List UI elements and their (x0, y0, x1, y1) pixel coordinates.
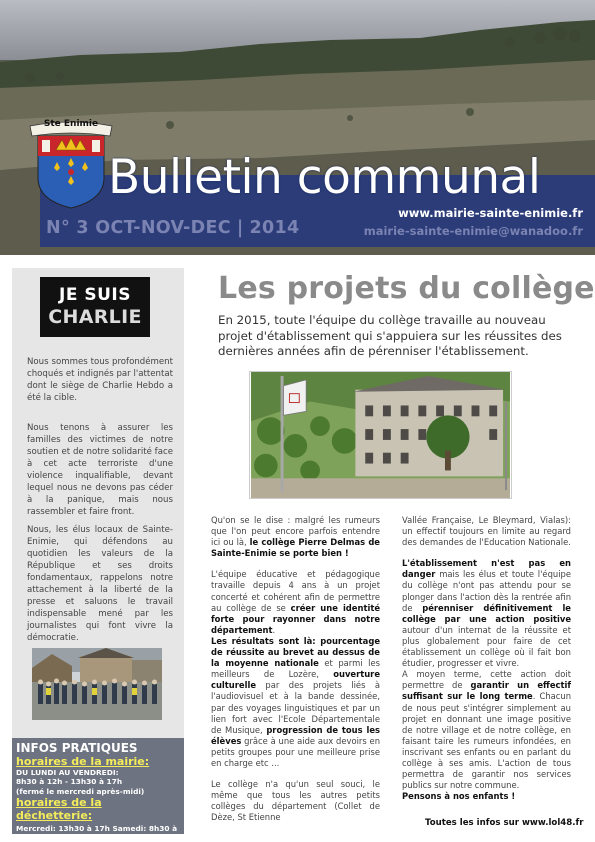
text-run: grâce à une aide aux devoirs en petits groupes pour une meilleure prise en charge etc ... (211, 735, 380, 768)
sidebar-paragraph: Nous sommes tous profondément choqués et indignés par l'attentat dont le siège de Charlie Hebdo a été la cible. (27, 357, 173, 403)
sidebar-paragraph: Nous tenons à assurer les familles des victimes de notre soutien et de notre solidarité face à cet acte terroriste d'une violence inqualifiable, devant lequel nous ne devons pas céder à la panique, mais nous rassembler et faire front. (27, 423, 173, 517)
separator: | (236, 218, 244, 238)
article-title: Les projets du collège (218, 271, 595, 306)
sidebar (12, 268, 184, 738)
article-paragraph: Vallée Française, Le Bleymard, Vialas): un effectif toujours en limite au regard des demandes de l'Education Nationale. (402, 515, 571, 548)
issue-number: N° 3 (46, 218, 89, 238)
mairie-days: DU LUNDI AU VENDREDI: (16, 768, 119, 777)
text-run: . (272, 624, 276, 635)
text-run-bold: progression de tous les élèves (211, 724, 380, 746)
article-paragraph (402, 669, 571, 802)
article-paragraph (211, 569, 380, 636)
charlie-line1: JE SUIS (59, 285, 131, 305)
coat-of-arms-icon (26, 120, 116, 210)
footer-website-link[interactable]: Toutes les infos sur www.lol48.fr (425, 818, 584, 828)
infos-heading: INFOS PRATIQUES (16, 741, 138, 755)
text-run-bold: ouverture culturelle (211, 669, 380, 691)
article-paragraph (211, 515, 380, 559)
text-run-bold: Les résultats sont là: pourcentage de réussite au brevet au dessus de la moyenne nationale (211, 635, 380, 669)
college-photo (249, 371, 512, 499)
issue-line (46, 218, 299, 238)
mairie-note: (fermé le mercredi après-midi) (16, 786, 145, 796)
mairie-hours-title: horaires de la mairie: (16, 755, 150, 768)
article-paragraph (402, 558, 571, 669)
text-run: autour d'un internat de la réussite et plus globalement pour faire de cet établissement un collège où il fait bon étudier, progresser et vivre. (402, 624, 571, 669)
text-run: par des projets liés à l'audiovisuel et à la bande dessinée, par des voyages linguistiques et par un lien fort avec l'Ecole Départementale de Musique, (211, 680, 380, 735)
text-run-bold: garantir un effectif suffisant sur le long terme (402, 680, 571, 702)
article-paragraph: Le collège n'a qu'un seul souci, le même que tous les autres petits collèges du département (Collet de Dèze, St Etienne (211, 779, 380, 823)
bulletin-title: Bulletin communal (108, 150, 541, 205)
website-link[interactable]: www.mairie-sainte-enimie.fr (398, 206, 583, 220)
crest-label: Ste Enimie (43, 119, 99, 129)
issue-year: 2014 (249, 218, 300, 238)
article-lead: En 2015, toute l'équipe du collège travaille au nouveau projet d'établissement qui s'appuiera sur les réussites des dernières années afin de pérenniser l'établissement. (218, 313, 562, 359)
text-run: mais les élus et toute l'équipe du collège n'ont pas attendu pour se plonger dans l'action dès la rentrée afin de (402, 569, 571, 613)
infos-pratiques-box (12, 738, 184, 842)
text-run-bold: L'établissement n'est pas en danger (402, 558, 571, 580)
issue-period: OCT-NOV-DEC (95, 218, 231, 238)
text-run: A moyen terme, cette action doit permettre de (402, 669, 571, 691)
text-run-bold: créer une identité forte pour rayonner dans notre département (211, 602, 381, 635)
article-paragraph (211, 636, 380, 769)
mairie-hours: 8h30 à 12h - 13h30 à 17h (16, 777, 123, 787)
text-run-bold: le collège Pierre Delmas de Sainte-Enimie se porte bien ! (211, 537, 380, 559)
text-run-bold: Pensons à nos enfants ! (402, 791, 516, 802)
header-banner (0, 0, 595, 255)
decheterie-hours: Mercredi: 13h30 à 17h Samedi: 8h30 à 12h (16, 824, 178, 842)
sidebar-paragraph: Nous, les élus locaux de Sainte-Enimie, qui défendons au quotidien les valeurs de la République et ses droits fondamentaux, rappelons notre attachement à la liberté de la presse et saluons le travail indispensable mené par les journalistes qui font vivre la démocratie. (27, 525, 173, 643)
article-column-right (402, 515, 571, 812)
text-run-bold: pérenniser définitivement le collège par une action positive (402, 602, 571, 624)
text-run: L'équipe éducative et pédagogique travaille depuis 4 ans à un projet concerté et cohérent afin de permettre au collège de se (211, 569, 380, 613)
charlie-line2: CHARLIE (48, 306, 142, 328)
text-run: . Chacun de nous peut s'intégrer simplement au projet en donnant une image positive de notre village et de notre collège, en faisant taire les rumeurs infondées, en inscrivant ses enfants ou en parlant du collège à ses amis. L'action de tous permettra de garantir nos services publics sur notre commune. (402, 691, 572, 791)
gathering-photo (32, 648, 162, 720)
article-column-left (211, 515, 380, 833)
email-link[interactable]: mairie-sainte-enimie@wanadoo.fr (363, 224, 583, 238)
text-run: Qu'on se le dise : malgré les rumeurs que l'on peut encore parfois entendre ici ou là, (211, 515, 380, 548)
decheterie-hours-title: horaires de la déchetterie: (16, 796, 102, 823)
text-run: et parmi les meilleurs de Lozère, (211, 658, 380, 680)
je-suis-charlie-box (40, 277, 150, 337)
